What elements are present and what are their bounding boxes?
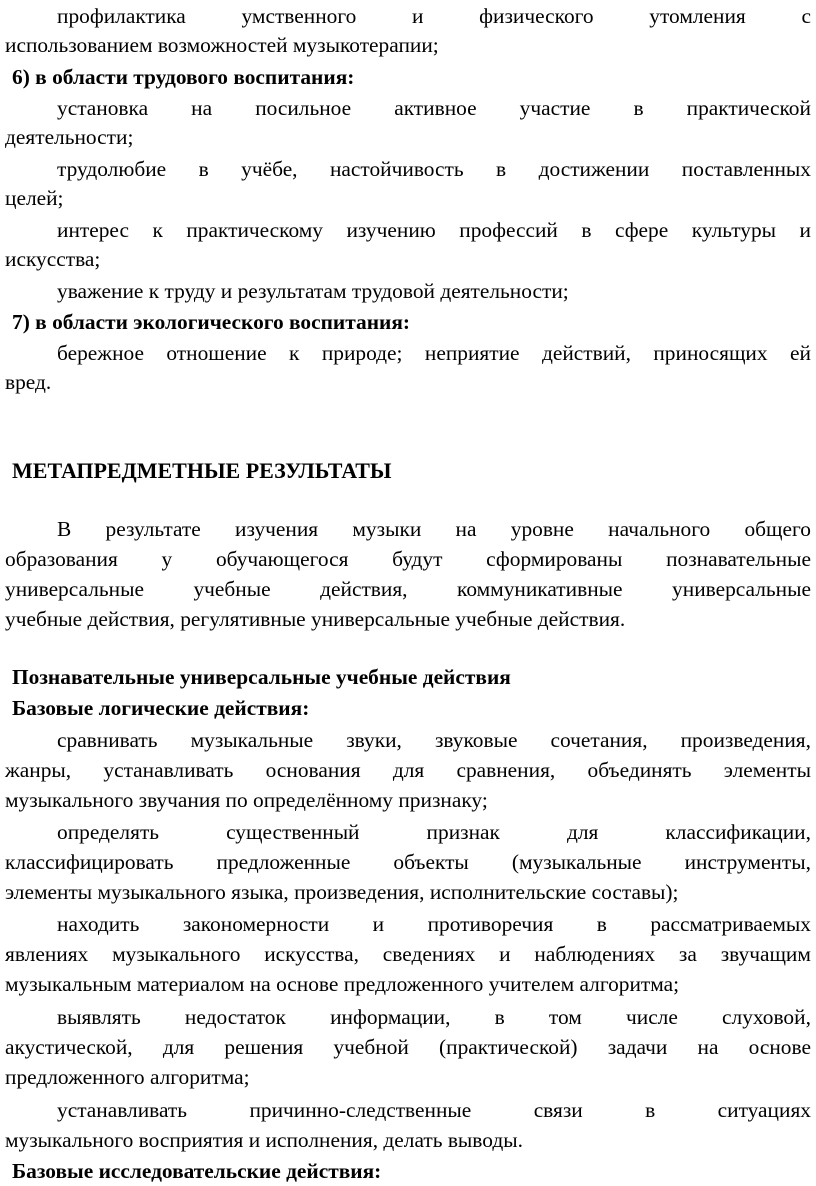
word: утомления (649, 4, 746, 28)
word: музыки (352, 517, 422, 541)
word: в (633, 96, 644, 120)
word: и (372, 912, 385, 936)
word: классификации, (665, 820, 811, 844)
word: к (289, 341, 300, 365)
paragraph-line (5, 756, 811, 785)
paragraph-line (57, 339, 811, 368)
section-heading: Базовые логические действия: (12, 696, 310, 720)
word: находить (57, 912, 140, 936)
word: задачи (607, 1035, 668, 1059)
word: учебные (193, 577, 271, 601)
word: сведениях (382, 942, 476, 966)
word: инструменты, (684, 850, 811, 874)
word: действий, (541, 341, 631, 365)
word: жанры, (5, 758, 72, 782)
word: классифицировать (5, 850, 174, 874)
word: слуховой, (722, 1005, 811, 1029)
word: ситуациях (717, 1098, 811, 1122)
word: культуры (691, 218, 777, 242)
word: практическому (186, 218, 323, 242)
word: объекты (393, 850, 469, 874)
word: В (57, 517, 72, 541)
word: решения (224, 1035, 304, 1059)
word: бережное (57, 341, 144, 365)
word: изучению (346, 218, 436, 242)
paragraph-line (57, 2, 811, 31)
section-heading: Базовые исследовательские действия: (12, 1159, 382, 1183)
word: объединять (587, 758, 692, 782)
word: ей (789, 341, 811, 365)
paragraph-line: целей; (5, 186, 64, 210)
section-heading: 6) в области трудового воспитания: (12, 65, 355, 89)
word: приносящих (653, 341, 768, 365)
word: изучения (235, 517, 319, 541)
section-heading: Познавательные универсальные учебные действия (12, 665, 511, 689)
paragraph-line: музыкального звучания по определённому признаку; (5, 788, 488, 812)
word: противоречия (427, 912, 554, 936)
paragraph-line (57, 216, 811, 245)
word: профилактика (57, 4, 186, 28)
word: в (645, 1098, 656, 1122)
word: физического (479, 4, 594, 28)
paragraph-line: искусства; (5, 247, 101, 271)
word: элементы (723, 758, 811, 782)
paragraph-line (57, 94, 811, 123)
word: учебной (333, 1035, 409, 1059)
word: наблюдениях (534, 942, 656, 966)
word: акустической, (5, 1035, 133, 1059)
word: сравнения, (456, 758, 556, 782)
word: в (581, 218, 592, 242)
word: звуки, (346, 728, 402, 752)
word: интерес (57, 218, 129, 242)
word: существенный (226, 820, 360, 844)
section-heading: 7) в области экологического воспитания: (12, 310, 411, 334)
word: искусства, (264, 942, 359, 966)
word: практической (686, 96, 811, 120)
word: начального (608, 517, 711, 541)
word: активное (394, 96, 477, 120)
word: профессий (459, 218, 558, 242)
word: и (412, 4, 424, 28)
word: числе (625, 1005, 678, 1029)
paragraph-line (57, 155, 811, 184)
word: том (548, 1005, 582, 1029)
paragraph-line: использованием возможностей музыкотерапии; (5, 33, 439, 57)
word: причинно-следственные (249, 1098, 472, 1122)
word: установка (57, 96, 149, 120)
paragraph-line (5, 848, 811, 877)
paragraph-line (57, 1096, 811, 1125)
word: достижении (538, 157, 650, 181)
word: поставленных (681, 157, 811, 181)
paragraph-line (5, 1033, 811, 1062)
word: познавательные (666, 547, 811, 571)
word: музыкальные (190, 728, 314, 752)
paragraph-line: деятельности; (5, 125, 134, 149)
word: звучащим (720, 942, 811, 966)
word: за (678, 942, 697, 966)
word: связи (533, 1098, 583, 1122)
paragraph-line: музыкального восприятия и исполнения, делать выводы. (5, 1128, 523, 1152)
word: недостаток (184, 1005, 286, 1029)
paragraph-line (57, 1003, 811, 1032)
word: определять (57, 820, 160, 844)
word: рассматриваемых (650, 912, 811, 936)
word: выявлять (57, 1005, 141, 1029)
word: устанавливать (103, 758, 234, 782)
word: участие (519, 96, 591, 120)
word: основания (265, 758, 361, 782)
word: сформированы (486, 547, 623, 571)
word: (практической) (439, 1035, 578, 1059)
word: действия, (320, 577, 408, 601)
word: коммуникативные (457, 577, 623, 601)
paragraph-line: уважение к труду и результатам трудовой деятельности; (57, 279, 569, 303)
word: на (455, 517, 477, 541)
word: обучающегося (215, 547, 349, 571)
word: и (799, 218, 811, 242)
word: произведения, (680, 728, 811, 752)
word: универсальные (5, 577, 144, 601)
word: предложенные (216, 850, 351, 874)
word: отношение (166, 341, 267, 365)
word: посильное (255, 96, 352, 120)
word: у (161, 547, 173, 571)
word: общего (744, 517, 811, 541)
paragraph-line (5, 545, 811, 574)
word: информации, (330, 1005, 451, 1029)
word: с (801, 4, 811, 28)
word: сравнивать (57, 728, 158, 752)
word: звуковые (434, 728, 518, 752)
word: трудолюбие (57, 157, 167, 181)
word: для (566, 820, 599, 844)
paragraph-line: вред. (5, 370, 52, 394)
word: умственного (241, 4, 357, 28)
word: результате (105, 517, 201, 541)
word: настойчивость (329, 157, 464, 181)
word: и (499, 942, 511, 966)
word: будут (392, 547, 443, 571)
word: сфере (614, 218, 669, 242)
word: явлениях (5, 942, 89, 966)
paragraph-line (57, 515, 811, 544)
word: к (152, 218, 163, 242)
paragraph-line: элементы музыкального языка, произведения, исполнительские составы); (5, 880, 679, 904)
word: в (496, 157, 507, 181)
word: музыкального (112, 942, 241, 966)
section-title: МЕТАПРЕДМЕТНЫЕ РЕЗУЛЬТАТЫ (12, 458, 392, 483)
word: сочетания, (550, 728, 648, 752)
word: универсальные (672, 577, 811, 601)
word: учёбе, (241, 157, 298, 181)
word: в (596, 912, 607, 936)
paragraph-line: музыкальным материалом на основе предложенного учителем алгоритма; (5, 972, 680, 996)
word: на (697, 1035, 719, 1059)
word: основе (748, 1035, 811, 1059)
word: в (198, 157, 209, 181)
word: уровне (510, 517, 574, 541)
word: (музыкальные (511, 850, 642, 874)
word: для (162, 1035, 195, 1059)
paragraph-line (57, 910, 811, 939)
word: устанавливать (57, 1098, 188, 1122)
word: неприятие (424, 341, 520, 365)
paragraph-line (57, 726, 811, 755)
word: в (494, 1005, 505, 1029)
word: природе; (321, 341, 403, 365)
word: признак (426, 820, 500, 844)
paragraph-line (57, 818, 811, 847)
word: образования (5, 547, 118, 571)
paragraph-line (5, 940, 811, 969)
word: на (191, 96, 213, 120)
word: закономерности (182, 912, 330, 936)
paragraph-line: учебные действия, регулятивные универсальные учебные действия. (5, 607, 626, 631)
word: для (392, 758, 425, 782)
paragraph-line: предложенного алгоритма; (5, 1065, 250, 1089)
paragraph-line (5, 575, 811, 604)
